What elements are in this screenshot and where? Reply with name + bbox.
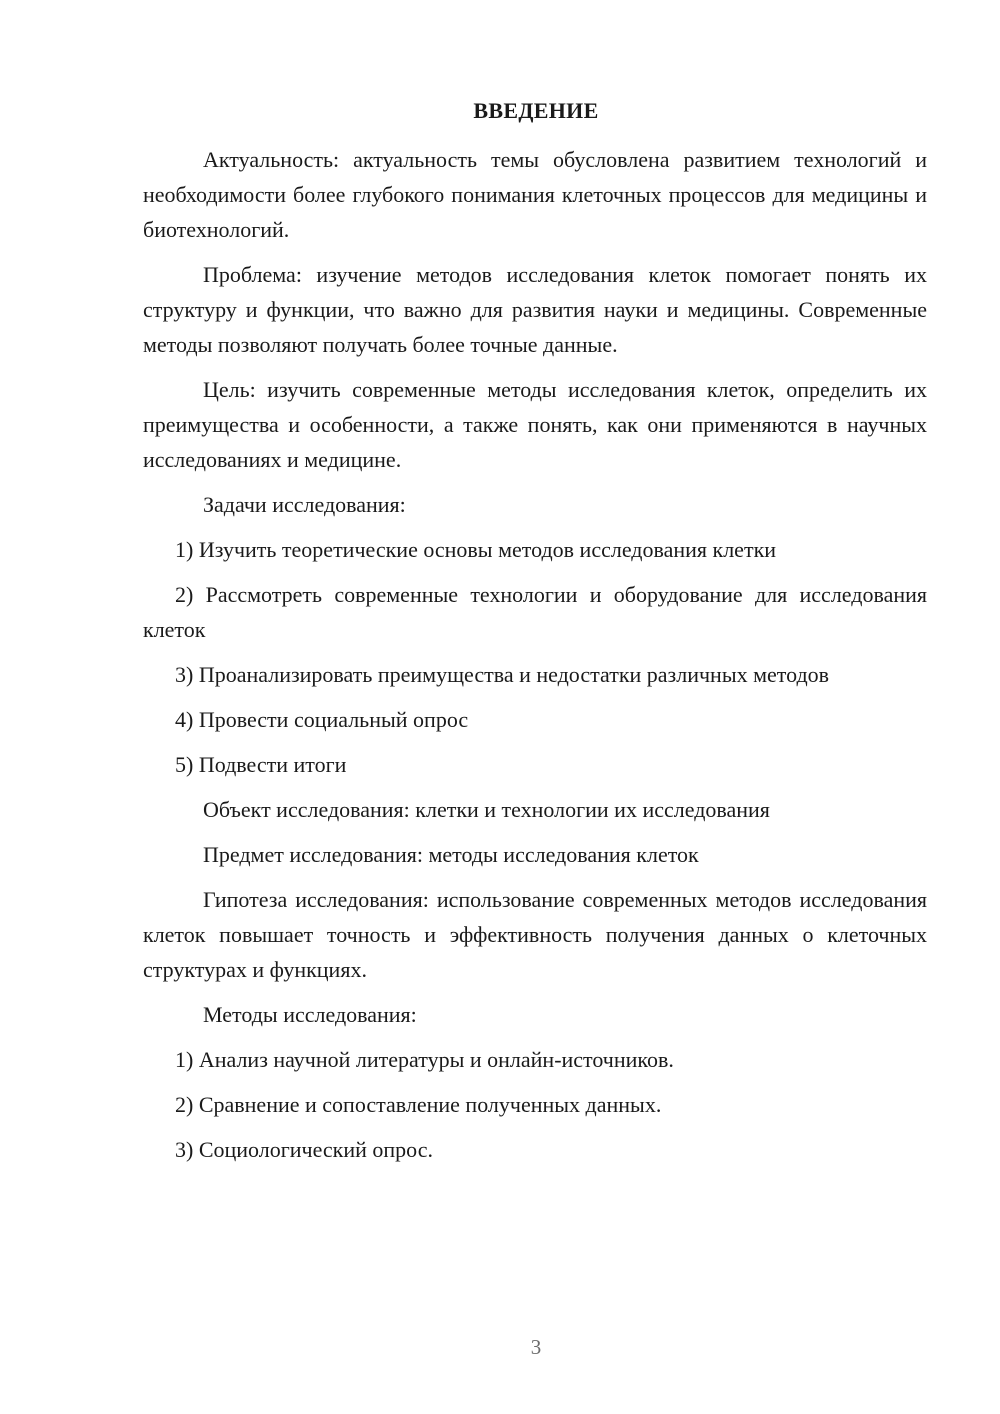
paragraph-hypothesis: Гипотеза исследования: использование современных методов исследования клеток повышает точность и эффективность получения данных о клеточных структурах и функциях. bbox=[143, 887, 927, 982]
task-item: 4) Провести социальный опрос bbox=[175, 707, 469, 732]
paragraph-goal: Цель: изучить современные методы исследования клеток, определить их преимущества и особенности, а также понять, как они применяются в научных исследованиях и медицине. bbox=[143, 377, 927, 472]
document-body bbox=[143, 142, 927, 1177]
methods-heading: Методы исследования: bbox=[203, 1002, 417, 1027]
paragraph-problem: Проблема: изучение методов исследования клеток помогает понять их структуру и функции, что важно для развития науки и медицины. Современные методы позволяют получать более точные данные. bbox=[143, 262, 927, 357]
method-item: 3) Социологический опрос. bbox=[175, 1137, 433, 1162]
paragraph-object: Объект исследования: клетки и технологии их исследования bbox=[203, 797, 770, 822]
page-number: 3 bbox=[530, 1335, 542, 1359]
task-item: 2) Рассмотреть современные технологии и оборудование для исследования клеток bbox=[143, 582, 927, 642]
paragraph-relevance: Актуальность: актуальность темы обусловлена развитием технологий и необходимости более глубокого понимания клеточных процессов для медицины и биотехнологий. bbox=[143, 147, 927, 242]
paragraph-subject: Предмет исследования: методы исследования клеток bbox=[203, 842, 699, 867]
task-item: 3) Проанализировать преимущества и недостатки различных методов bbox=[175, 662, 830, 687]
method-item: 2) Сравнение и сопоставление полученных данных. bbox=[175, 1092, 662, 1117]
method-item: 1) Анализ научной литературы и онлайн-источников. bbox=[175, 1047, 674, 1072]
tasks-heading: Задачи исследования: bbox=[203, 492, 406, 517]
task-item: 5) Подвести итоги bbox=[175, 752, 347, 777]
task-item: 1) Изучить теоретические основы методов исследования клетки bbox=[175, 537, 777, 562]
page-title: ВВЕДЕНИЕ bbox=[473, 98, 599, 123]
